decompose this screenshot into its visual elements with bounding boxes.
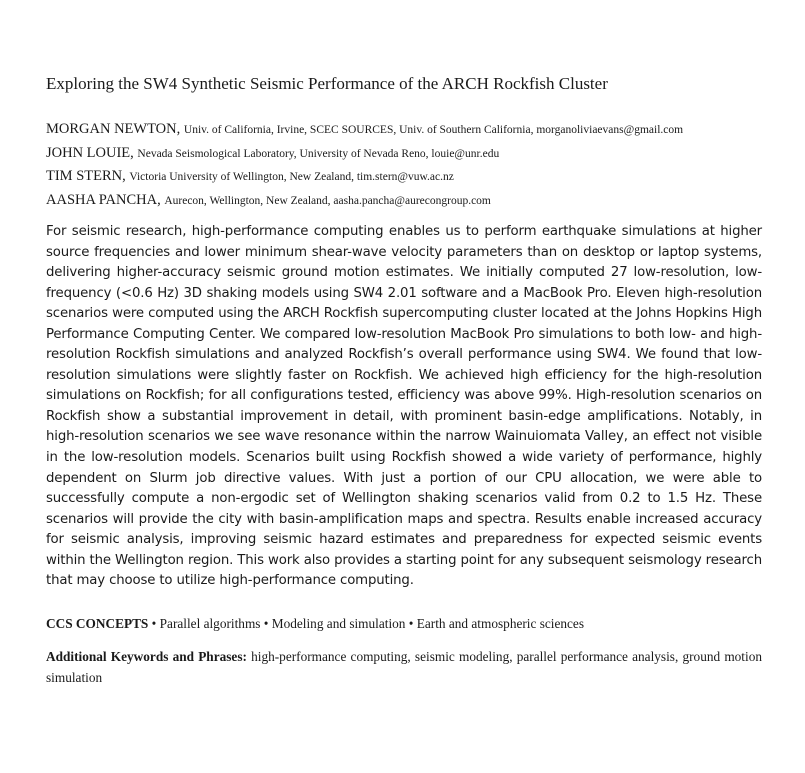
ccs-label: CCS CONCEPTS: [46, 616, 149, 631]
paper-title: Exploring the SW4 Synthetic Seismic Performance of the ARCH Rockfish Cluster: [46, 74, 608, 93]
author-name: AASHA PANCHA,: [46, 191, 161, 208]
author-entry: [46, 142, 762, 166]
author-affiliation: Victoria University of Wellington, New Zealand, tim.stern@vuw.ac.nz: [129, 171, 454, 183]
ccs-concepts: [46, 614, 762, 634]
author-affiliation: Aurecon, Wellington, New Zealand, aasha.pancha@aurecongroup.com: [164, 194, 491, 207]
author-name: MORGAN NEWTON,: [46, 121, 181, 137]
author-name: JOHN LOUIE,: [46, 144, 134, 161]
abstract-text: For seismic research, high-performance computing enables us to perform earthquake simulations at higher source frequencies and lower minimum shear-wave velocity parameters than on desktop or laptop systems, delivering higher-accuracy seismic ground motion estimates. We initially computed 27 low-resolution, low-frequency (<0.6 Hz) 3D shaking models using SW4 2.01 software and a MacBook Pro. Eleven high-resolution scenarios were computed using the ARCH Rockfish supercomputing cluster located at the Johns Hopkins High Performance Computing Center. We compared low-resolution MacBook Pro simulations to both low- and high-resolution Rockfish simulations and analyzed Rockfish’s overall performance using SW4. We found that low-resolution simulations were slightly faster on Rockfish. We achieved high efficiency for the high-resolution simulations on Rockfish; for all configurations tested, efficiency was above 99%. High-resolution scenarios on Rockfish show a substantial improvement in detail, with prominent basin-edge amplifications. Notably, in high-resolution scenarios we see wave resonance within the narrow Wainuiomata Valley, an effect not visible in the low-resolution models. Scenarios built using Rockfish showed a wide variety of performance, highly dependent on Slurm job directive values. With just a portion of our CPU allocation, we were able to successfully compute a non-ergodic set of Wellington shaking scenarios valid from 0.2 to 1.5 Hz. These scenarios will provide the city with basin-amplification maps and spectra. Results enable increased accuracy for seismic analysis, improving seismic hazard estimates and preparedness for expected seismic events within the Wellington region. This work also provides a starting point for any subsequent seismology research that may choose to utilize high-performance computing.: [46, 224, 762, 589]
author-affiliation: Univ. of California, Irvine, SCEC SOURCES, Univ. of Southern California, morganoliviaevans@gmail.com: [183, 124, 684, 136]
keywords-label: Additional Keywords and Phrases:: [46, 649, 247, 664]
author-affiliation: Nevada Seismological Laboratory, University of Nevada Reno, louie@unr.edu: [137, 147, 500, 160]
author-entry: [46, 189, 762, 213]
author-name: TIM STERN,: [46, 168, 126, 184]
keywords-list: high-performance computing, seismic modeling, parallel performance analysis, ground motion simulation: [46, 649, 762, 685]
author-entry: [46, 165, 762, 189]
author-list: [46, 118, 762, 212]
author-entry: [46, 118, 762, 142]
ccs-list: • Parallel algorithms • Modeling and simulation • Earth and atmospheric sciences: [148, 616, 585, 631]
keywords: [46, 646, 762, 688]
